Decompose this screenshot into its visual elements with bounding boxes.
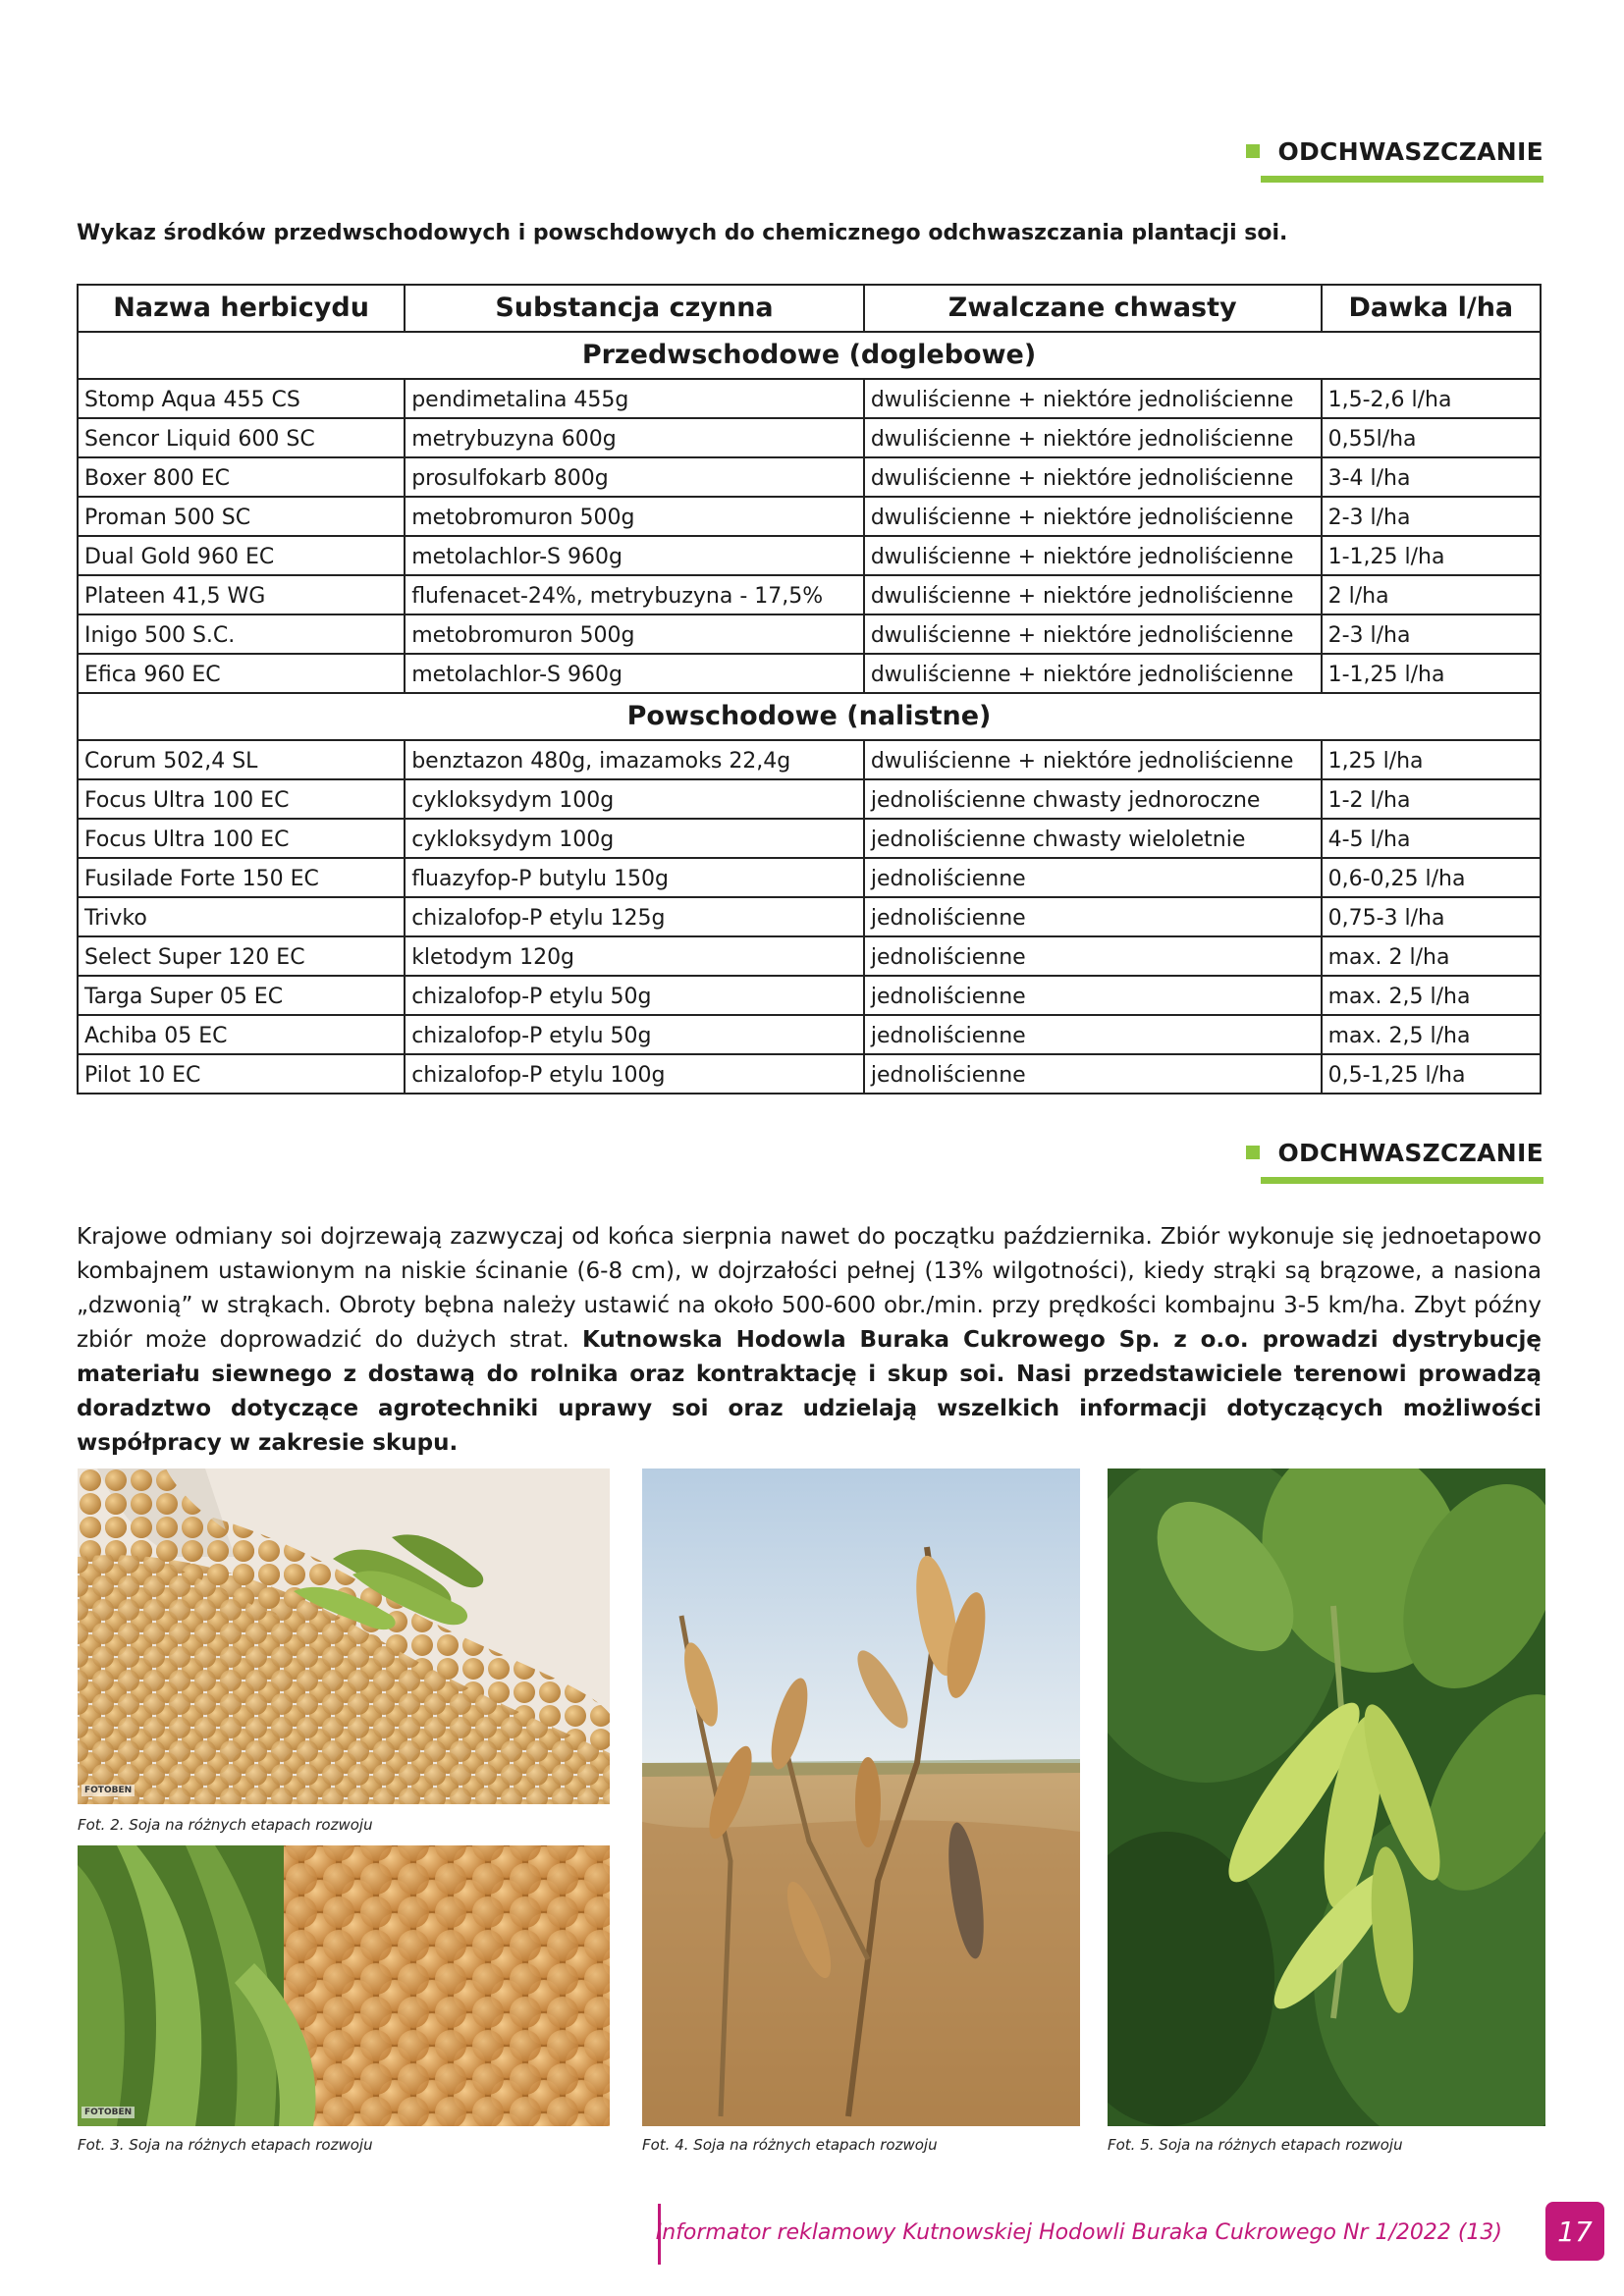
table-row xyxy=(78,614,1541,654)
section-header-mid xyxy=(1246,1133,1543,1172)
section-header-top xyxy=(1246,132,1543,171)
table-row xyxy=(78,379,1541,418)
cell-substance: chizalofop-P etylu 50g xyxy=(405,1015,864,1054)
cell-weeds: jednoliścienne xyxy=(864,1015,1322,1054)
cell-dose: max. 2,5 l/ha xyxy=(1322,976,1541,1015)
cell-dose: 1-2 l/ha xyxy=(1322,779,1541,819)
caption-fot3: Fot. 3. Soja na różnych etapach rozwoju xyxy=(78,2136,373,2154)
cell-dose: 0,75-3 l/ha xyxy=(1322,897,1541,936)
table-row xyxy=(78,858,1541,897)
header-substance: Substancja czynna xyxy=(405,285,864,332)
page-number: 17 xyxy=(1545,2202,1604,2261)
body-paragraph xyxy=(77,1220,1542,1461)
photo-pods-and-beans-image xyxy=(78,1845,610,2126)
cell-dose: 1,5-2,6 l/ha xyxy=(1322,379,1541,418)
cell-herbicide: Select Super 120 EC xyxy=(78,936,405,976)
cell-substance: kletodym 120g xyxy=(405,936,864,976)
table-row xyxy=(78,976,1541,1015)
cell-weeds: jednoliścienne xyxy=(864,936,1322,976)
cell-herbicide: Fusilade Forte 150 EC xyxy=(78,858,405,897)
cell-herbicide: Focus Ultra 100 EC xyxy=(78,779,405,819)
cell-weeds: dwuliścienne + niektóre jednoliścienne xyxy=(864,457,1322,497)
group-row-post xyxy=(78,693,1541,740)
cell-substance: benztazon 480g, imazamoks 22,4g xyxy=(405,740,864,779)
photo-dry-soybean-field xyxy=(642,1468,1080,2126)
caption-fot5: Fot. 5. Soja na różnych etapach rozwoju xyxy=(1108,2136,1403,2154)
cell-herbicide: Stomp Aqua 455 CS xyxy=(78,379,405,418)
cell-dose: 2-3 l/ha xyxy=(1322,497,1541,536)
cell-substance: fluazyfop-P butylu 150g xyxy=(405,858,864,897)
photo-pods-and-beans xyxy=(78,1845,610,2126)
cell-substance: metrybuzyna 600g xyxy=(405,418,864,457)
green-square-icon xyxy=(1246,144,1260,158)
table-row xyxy=(78,897,1541,936)
table-row xyxy=(78,1015,1541,1054)
table-row xyxy=(78,819,1541,858)
table-row xyxy=(78,1054,1541,1094)
photo-soybeans-pile xyxy=(78,1468,610,1804)
cell-herbicide: Efica 960 EC xyxy=(78,654,405,693)
cell-dose: 1,25 l/ha xyxy=(1322,740,1541,779)
cell-herbicide: Achiba 05 EC xyxy=(78,1015,405,1054)
cell-herbicide: Dual Gold 960 EC xyxy=(78,536,405,575)
cell-substance: cykloksydym 100g xyxy=(405,819,864,858)
photo-soybeans-pile-image xyxy=(78,1468,610,1804)
group-label: Przedwschodowe (doglebowe) xyxy=(78,332,1541,379)
cell-herbicide: Targa Super 05 EC xyxy=(78,976,405,1015)
photo-dry-soybean-field-image xyxy=(642,1468,1080,2126)
cell-weeds: jednoliścienne xyxy=(864,976,1322,1015)
cell-weeds: dwuliścienne + niektóre jednoliścienne xyxy=(864,575,1322,614)
cell-weeds: jednoliścienne xyxy=(864,1054,1322,1094)
cell-substance: cykloksydym 100g xyxy=(405,779,864,819)
table-row xyxy=(78,497,1541,536)
cell-substance: metobromuron 500g xyxy=(405,497,864,536)
cell-weeds: jednoliścienne chwasty jednoroczne xyxy=(864,779,1322,819)
table-row xyxy=(78,740,1541,779)
cell-weeds: dwuliścienne + niektóre jednoliścienne xyxy=(864,654,1322,693)
cell-substance: metolachlor-S 960g xyxy=(405,654,864,693)
header-dose: Dawka l/ha xyxy=(1322,285,1541,332)
cell-herbicide: Focus Ultra 100 EC xyxy=(78,819,405,858)
table-row xyxy=(78,936,1541,976)
cell-dose: 0,6-0,25 l/ha xyxy=(1322,858,1541,897)
photo-watermark: FOTOBEN xyxy=(81,2107,135,2118)
cell-herbicide: Plateen 41,5 WG xyxy=(78,575,405,614)
cell-herbicide: Boxer 800 EC xyxy=(78,457,405,497)
cell-weeds: dwuliścienne + niektóre jednoliścienne xyxy=(864,536,1322,575)
table-caption: Wykaz środków przedwschodowych i powschdowych do chemicznego odchwaszczania plantacji soi. xyxy=(77,221,1288,245)
group-row-pre xyxy=(78,332,1541,379)
herbicide-table xyxy=(77,284,1542,1095)
table-header-row xyxy=(78,285,1541,332)
section-header-label: ODCHWASZCZANIE xyxy=(1277,136,1543,166)
table-row xyxy=(78,779,1541,819)
section-header-label: ODCHWASZCZANIE xyxy=(1277,1138,1543,1167)
cell-weeds: jednoliścienne xyxy=(864,858,1322,897)
cell-dose: 2 l/ha xyxy=(1322,575,1541,614)
cell-substance: metolachlor-S 960g xyxy=(405,536,864,575)
cell-dose: max. 2 l/ha xyxy=(1322,936,1541,976)
cell-substance: metobromuron 500g xyxy=(405,614,864,654)
photo-green-pods-plant xyxy=(1108,1468,1545,2126)
section-underline xyxy=(1261,1177,1543,1184)
cell-herbicide: Proman 500 SC xyxy=(78,497,405,536)
cell-dose: 2-3 l/ha xyxy=(1322,614,1541,654)
table-row xyxy=(78,654,1541,693)
cell-substance: chizalofop-P etylu 100g xyxy=(405,1054,864,1094)
header-herbicide: Nazwa herbicydu xyxy=(78,285,405,332)
green-square-icon xyxy=(1246,1146,1260,1159)
cell-herbicide: Pilot 10 EC xyxy=(78,1054,405,1094)
cell-weeds: dwuliścienne + niektóre jednoliścienne xyxy=(864,497,1322,536)
cell-dose: 3-4 l/ha xyxy=(1322,457,1541,497)
photo-green-pods-plant-image xyxy=(1108,1468,1545,2126)
cell-dose: 0,55l/ha xyxy=(1322,418,1541,457)
caption-fot4: Fot. 4. Soja na różnych etapach rozwoju xyxy=(642,2136,938,2154)
cell-herbicide: Corum 502,4 SL xyxy=(78,740,405,779)
table-row xyxy=(78,418,1541,457)
cell-dose: 1-1,25 l/ha xyxy=(1322,654,1541,693)
group-label: Powschodowe (nalistne) xyxy=(78,693,1541,740)
section-underline xyxy=(1261,176,1543,183)
footer-publication: Informator reklamowy Kutnowskiej Hodowli Buraka Cukrowego Nr 1/2022 (13) xyxy=(655,2220,1502,2245)
paragraph-bold-text: Kutnowska Hodowla Buraka Cukrowego Sp. z o.o. prowadzi dystrybucję materiału siewnego z dostawą do rolnika oraz kontraktację i skup soi. Nasi przedstawiciele terenowi prowadzą doradztwo dotyczące agrotechniki uprawy soi oraz udzielają wszelkich informacji dotyczących możliwości współpracy w zakresie skupu. xyxy=(77,1327,1543,1456)
cell-weeds: dwuliścienne + niektóre jednoliścienne xyxy=(864,379,1322,418)
photo-watermark: FOTOBEN xyxy=(81,1785,135,1796)
cell-substance: flufenacet-24%, metrybuzyna - 17,5% xyxy=(405,575,864,614)
cell-substance: pendimetalina 455g xyxy=(405,379,864,418)
cell-dose: max. 2,5 l/ha xyxy=(1322,1015,1541,1054)
cell-dose: 0,5-1,25 l/ha xyxy=(1322,1054,1541,1094)
cell-weeds: jednoliścienne xyxy=(864,897,1322,936)
cell-weeds: jednoliścienne chwasty wieloletnie xyxy=(864,819,1322,858)
cell-herbicide: Trivko xyxy=(78,897,405,936)
cell-herbicide: Inigo 500 S.C. xyxy=(78,614,405,654)
cell-herbicide: Sencor Liquid 600 SC xyxy=(78,418,405,457)
cell-weeds: dwuliścienne + niektóre jednoliścienne xyxy=(864,614,1322,654)
cell-dose: 4-5 l/ha xyxy=(1322,819,1541,858)
cell-dose: 1-1,25 l/ha xyxy=(1322,536,1541,575)
cell-substance: chizalofop-P etylu 50g xyxy=(405,976,864,1015)
cell-substance: prosulfokarb 800g xyxy=(405,457,864,497)
cell-weeds: dwuliścienne + niektóre jednoliścienne xyxy=(864,418,1322,457)
cell-substance: chizalofop-P etylu 125g xyxy=(405,897,864,936)
caption-fot2: Fot. 2. Soja na różnych etapach rozwoju xyxy=(78,1816,373,1834)
header-weeds: Zwalczane chwasty xyxy=(864,285,1322,332)
table-row xyxy=(78,575,1541,614)
cell-weeds: dwuliścienne + niektóre jednoliścienne xyxy=(864,740,1322,779)
table-row xyxy=(78,536,1541,575)
table-row xyxy=(78,457,1541,497)
paragraph-text: Krajowe odmiany soi dojrzewają zazwyczaj od końca sierpnia nawet do początku października. Zbiór wykonuje się jednoetapowo kombajnem ustawionym na niskie ścinanie (6-8 cm), w dojrzałości pełnej (13% wilgotności), kiedy strąki są brązowe, a nasiona „dzwonią” w strąkach. Obroty bębna należy ustawić na około 500-600 obr./min. przy prędkości kombajnu 3-5 km/ha. Zbyt późny zbiór może doprowadzić do dużych strat. xyxy=(77,1224,1542,1353)
